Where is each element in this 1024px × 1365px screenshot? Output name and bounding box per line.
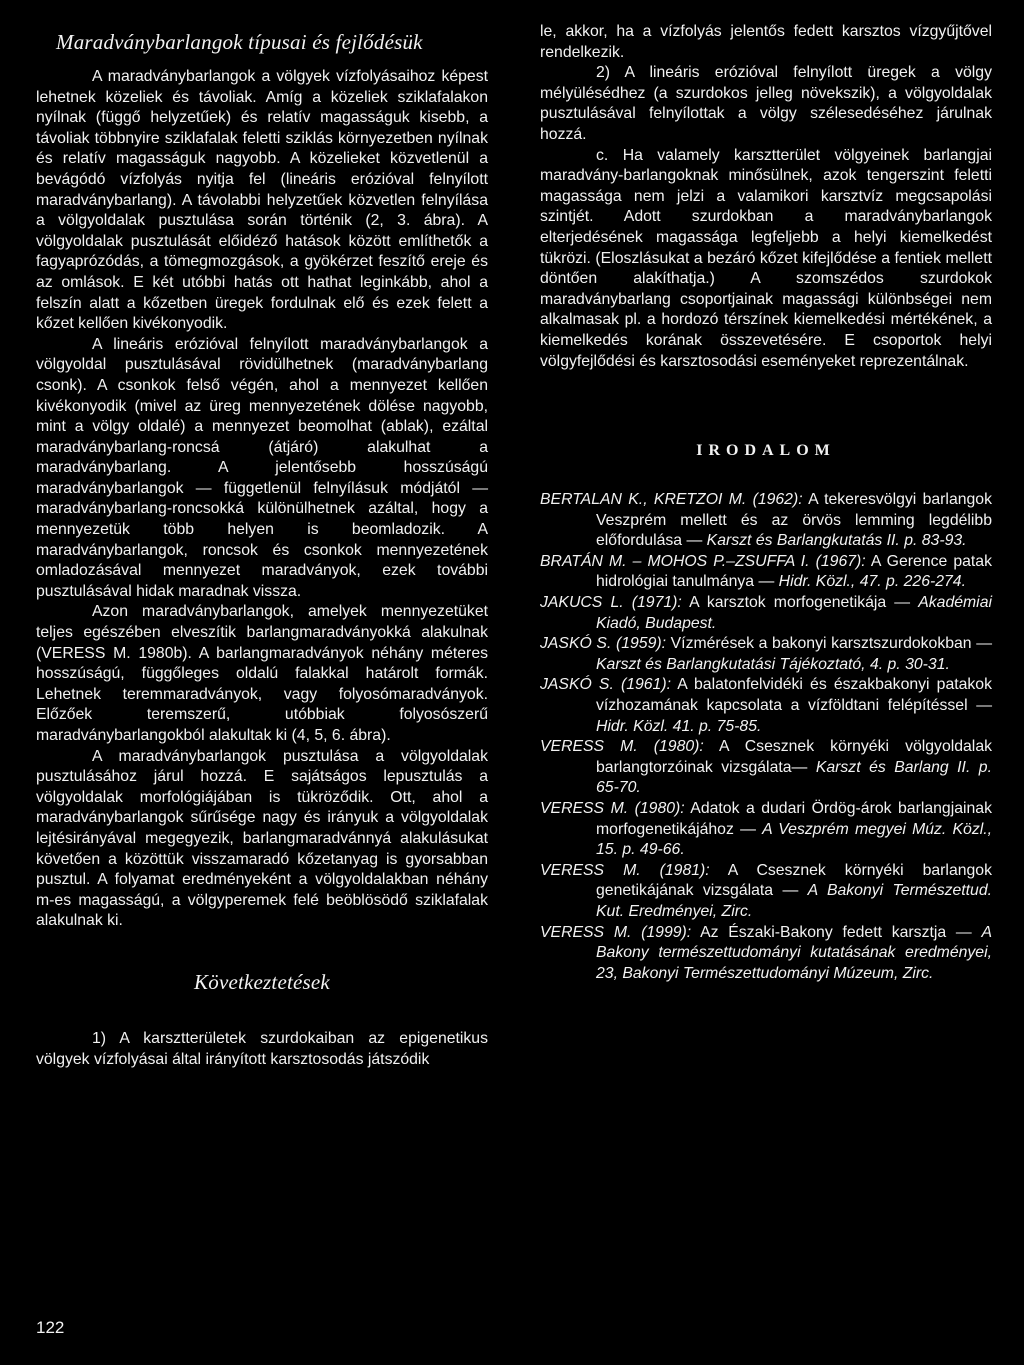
reference-source: A Bakony természettudományi kutatásának eredményei, 23, Bakonyi Természettudományi Múzeum, Zirc. (596, 923, 992, 982)
conclusion-point-1: 1) A karsztterületek szurdokaiban az epigenetikus völgyek vízfolyásai által irányított karsztosodás játszódik (36, 1029, 488, 1068)
reference-author: VERESS M. (1999): (540, 923, 692, 941)
reference-author: VERESS M. (1981): (540, 861, 710, 879)
reference-text: Vízmérések a bakonyi karsztszurdokokban — (670, 635, 993, 653)
reference-item (540, 861, 992, 923)
reference-author: JASKÓ S. (1959): (540, 635, 667, 653)
reference-item (540, 552, 992, 593)
reference-author: BRATÁN M. – MOHOS P.–ZSUFFA I. (1967): (540, 552, 866, 570)
reference-author: VERESS M. (1980): (540, 738, 704, 756)
reference-author: VERESS M. (1980): (540, 800, 685, 817)
reference-text: A balatonfelvidéki és északbakonyi patakok vízhozamának kapcsolata a vízföldtani felépítéssel — (596, 676, 992, 715)
left-column (36, 22, 488, 1070)
reference-source: Hidr. Közl. 41. p. 75-85. (596, 717, 762, 735)
body-paragraph: A maradványbarlangok pusztulása a völgyoldalak pusztulásához járul hozzá. E sajátságos lepusztulás a völgyoldalak morfológiájában is tükröződik. Ott, ahol a maradványbarlangok sűrűsége nagy és irányuk a völgyoldalak lejtésirányával megegyezik, barlangmaradvánnyá alakulásukat követően a közöttük visszamaradó kőzetanyag is gyorsabban pusztul. A folyamat eredményeként a völgyoldalakban néhány m-es magasságú, a völgyperemek felé beöblösödő sziklafalak alakulnak ki. (36, 747, 488, 930)
conclusion-continuation: le, akkor, ha a vízfolyás jelentős fedett karsztos vízgyűjtővel rendelkezik. (540, 23, 992, 61)
reference-text: A karsztok morfogenetikája — (689, 594, 911, 612)
reference-source: A Veszprém megyei Múz. Közl., 15. p. 49-66. (596, 820, 992, 859)
reference-source: A Bakonyi Természettud. Kut. Eredményei, Zirc. (596, 882, 993, 920)
reference-source: Hidr. Közl., 47. p. 226-274. (778, 573, 966, 591)
reference-source: Karszt és Barlangkutatási Tájékoztató, 4. p. 30-31. (596, 655, 950, 673)
reference-item (540, 490, 992, 552)
conclusions-title: Következtetések (194, 969, 330, 994)
reference-text: Adatok a dudari Ördög-árok barlangjainak morfogenetikájához — (596, 800, 992, 838)
right-column (540, 22, 992, 984)
body-paragraph: Azon maradványbarlangok, amelyek mennyezetüket teljes egészében elveszítik barlangmaradványokká alakulnak (VERESS M. 1980b). A barlangmaradványok néhány méteres hosszúságú, függőleges oldalú falakkal határolt formák. Lehetnek teremmaradványok, vagy folyosómaradványok. Előzőek teremszerű, utóbbiak folyosószerű maradványbarlangokból alakultak ki (4, 5, 6. ábra). (36, 603, 488, 744)
reference-item (540, 675, 992, 737)
reference-item (540, 634, 992, 675)
reference-author: JAKUCS L. (1971): (540, 594, 682, 612)
reference-author: BERTALAN K., KRETZOI M. (1962): (540, 491, 803, 509)
conclusion-point-c: c. Ha valamely karsztterület völgyeinek barlangjai maradvány-barlangoknak minősülnek, azok tengerszint feletti magassága nem jelzi a valamikori karsztvíz megcsapolási szintjét. Adott szurdokban a maradványbarlangok elterjedésének magassága legfeljebb a helyi kiemelkedést tükrözi. (Eloszlásukat a bezáró kőzet kifejlődése a fentiek mellett döntően alakíthatja.) A szomszédos szurdokok maradványbarlang csoportjainak magassági különbségei nem alkalmasak pl. a hordozó térszínek kiemelkedési mértékének, a kiemelkedés korának összevetésére. E csoportok helyi völgyfejlődési és karsztosodási eseményeket reprezentálnak. (540, 146, 992, 370)
reference-list (540, 490, 992, 984)
reference-item (540, 799, 992, 861)
reference-text: A Csesznek környéki völgyoldalak barlangtorzóinak vizsgálata— (596, 738, 993, 776)
reference-source: Karszt és Barlangkutatás II. p. 83-93. (706, 532, 967, 550)
body-paragraph: A lineáris erózióval felnyílott maradványbarlangok a völgyoldal pusztulásával rövidülhetnek (maradványbarlang csonk). A csonkok felső végén, ahol a mennyezet kellően kivékonyodik (mivel az üreg mennyezetének dölése nagyobb, mint a völgy oldalé) a mennyezet beomolhat (ablak), ezáltal maradványbarlang-roncsá (átjáró) alakulhat a maradványbarlang. A jelentősebb hosszúságú maradványbarlangok — függetlenül felnyílásuk módjától — maradványbarlang-roncsokká különülhetnek azáltal, hogy a mennyezetük több helyen is beomladozik. A maradványbarlangok, roncsok és csonkok mennyezetének omladozásával mennyezet maradványok, ezek további pusztulásával hidak maradnak vissza. (36, 335, 488, 600)
reference-author: JASKÓ S. (1961): (540, 676, 671, 694)
reference-text: A tekeresvölgyi barlangok Veszprém mellett és az örvös lemming legdélibb előfordulása — (596, 491, 992, 550)
reference-text: Az Északi-Bakony fedett karsztja — (700, 923, 972, 941)
body-paragraph: A maradványbarlangok a völgyek vízfolyásaihoz képest lehetnek közeliek és távoliak. Amíg a közeliek sziklafalakon nyílnak (függő helyzetűek) és relatív magasságuk kisebb, a távoliak többnyire sziklafalak feletti sziklás környezetben nyílnak és relatív magasságuk nagyobb. A közelieket közvetlenül a bevágódó vízfolyás nyitja fel (lineáris erózióval felnyílott maradványbarlang). A távolabbi helyzetűek közvetlen felnyílása a völgyoldalak pusztulása során történik (2, 3. ábra). A völgyoldalak pusztulását előidéző hatások között említhetők a fagyaprózódás, a tömegmozgások, a gyökérzet feszítő ereje és az omlások. E két utóbbi hatás ott hathat leginkább, ahol a felszín alatt a kőzetben üregek fordulnak elő és ezek felett a kőzet kellően kivékonyodik. (36, 68, 488, 333)
reference-item (540, 593, 992, 634)
reference-item (540, 737, 992, 799)
reference-item (540, 923, 992, 985)
reference-text: A Gerence patak hidrológiai tanulmánya — (596, 552, 992, 591)
reference-source: Akadémiai Kiadó, Budapest. (596, 594, 992, 632)
section-title: Maradványbarlangok típusai és fejlődésük (56, 30, 423, 54)
reference-text: A Csesznek környéki barlangok genetikájának vizsgálata — (596, 861, 992, 900)
conclusion-point-2: 2) A lineáris erózióval felnyílott üregek a völgy mélyülésédhez (a szurdokos jelleg növekszik), a völgyoldalak pusztulásával felnyílottak a völgy szélesedéséhez járulnak hozzá. (540, 64, 992, 143)
literature-title: IRODALOM (696, 442, 836, 460)
page-number: 122 (36, 1318, 65, 1337)
reference-source: Karszt és Barlang II. p. 65-70. (596, 758, 992, 797)
